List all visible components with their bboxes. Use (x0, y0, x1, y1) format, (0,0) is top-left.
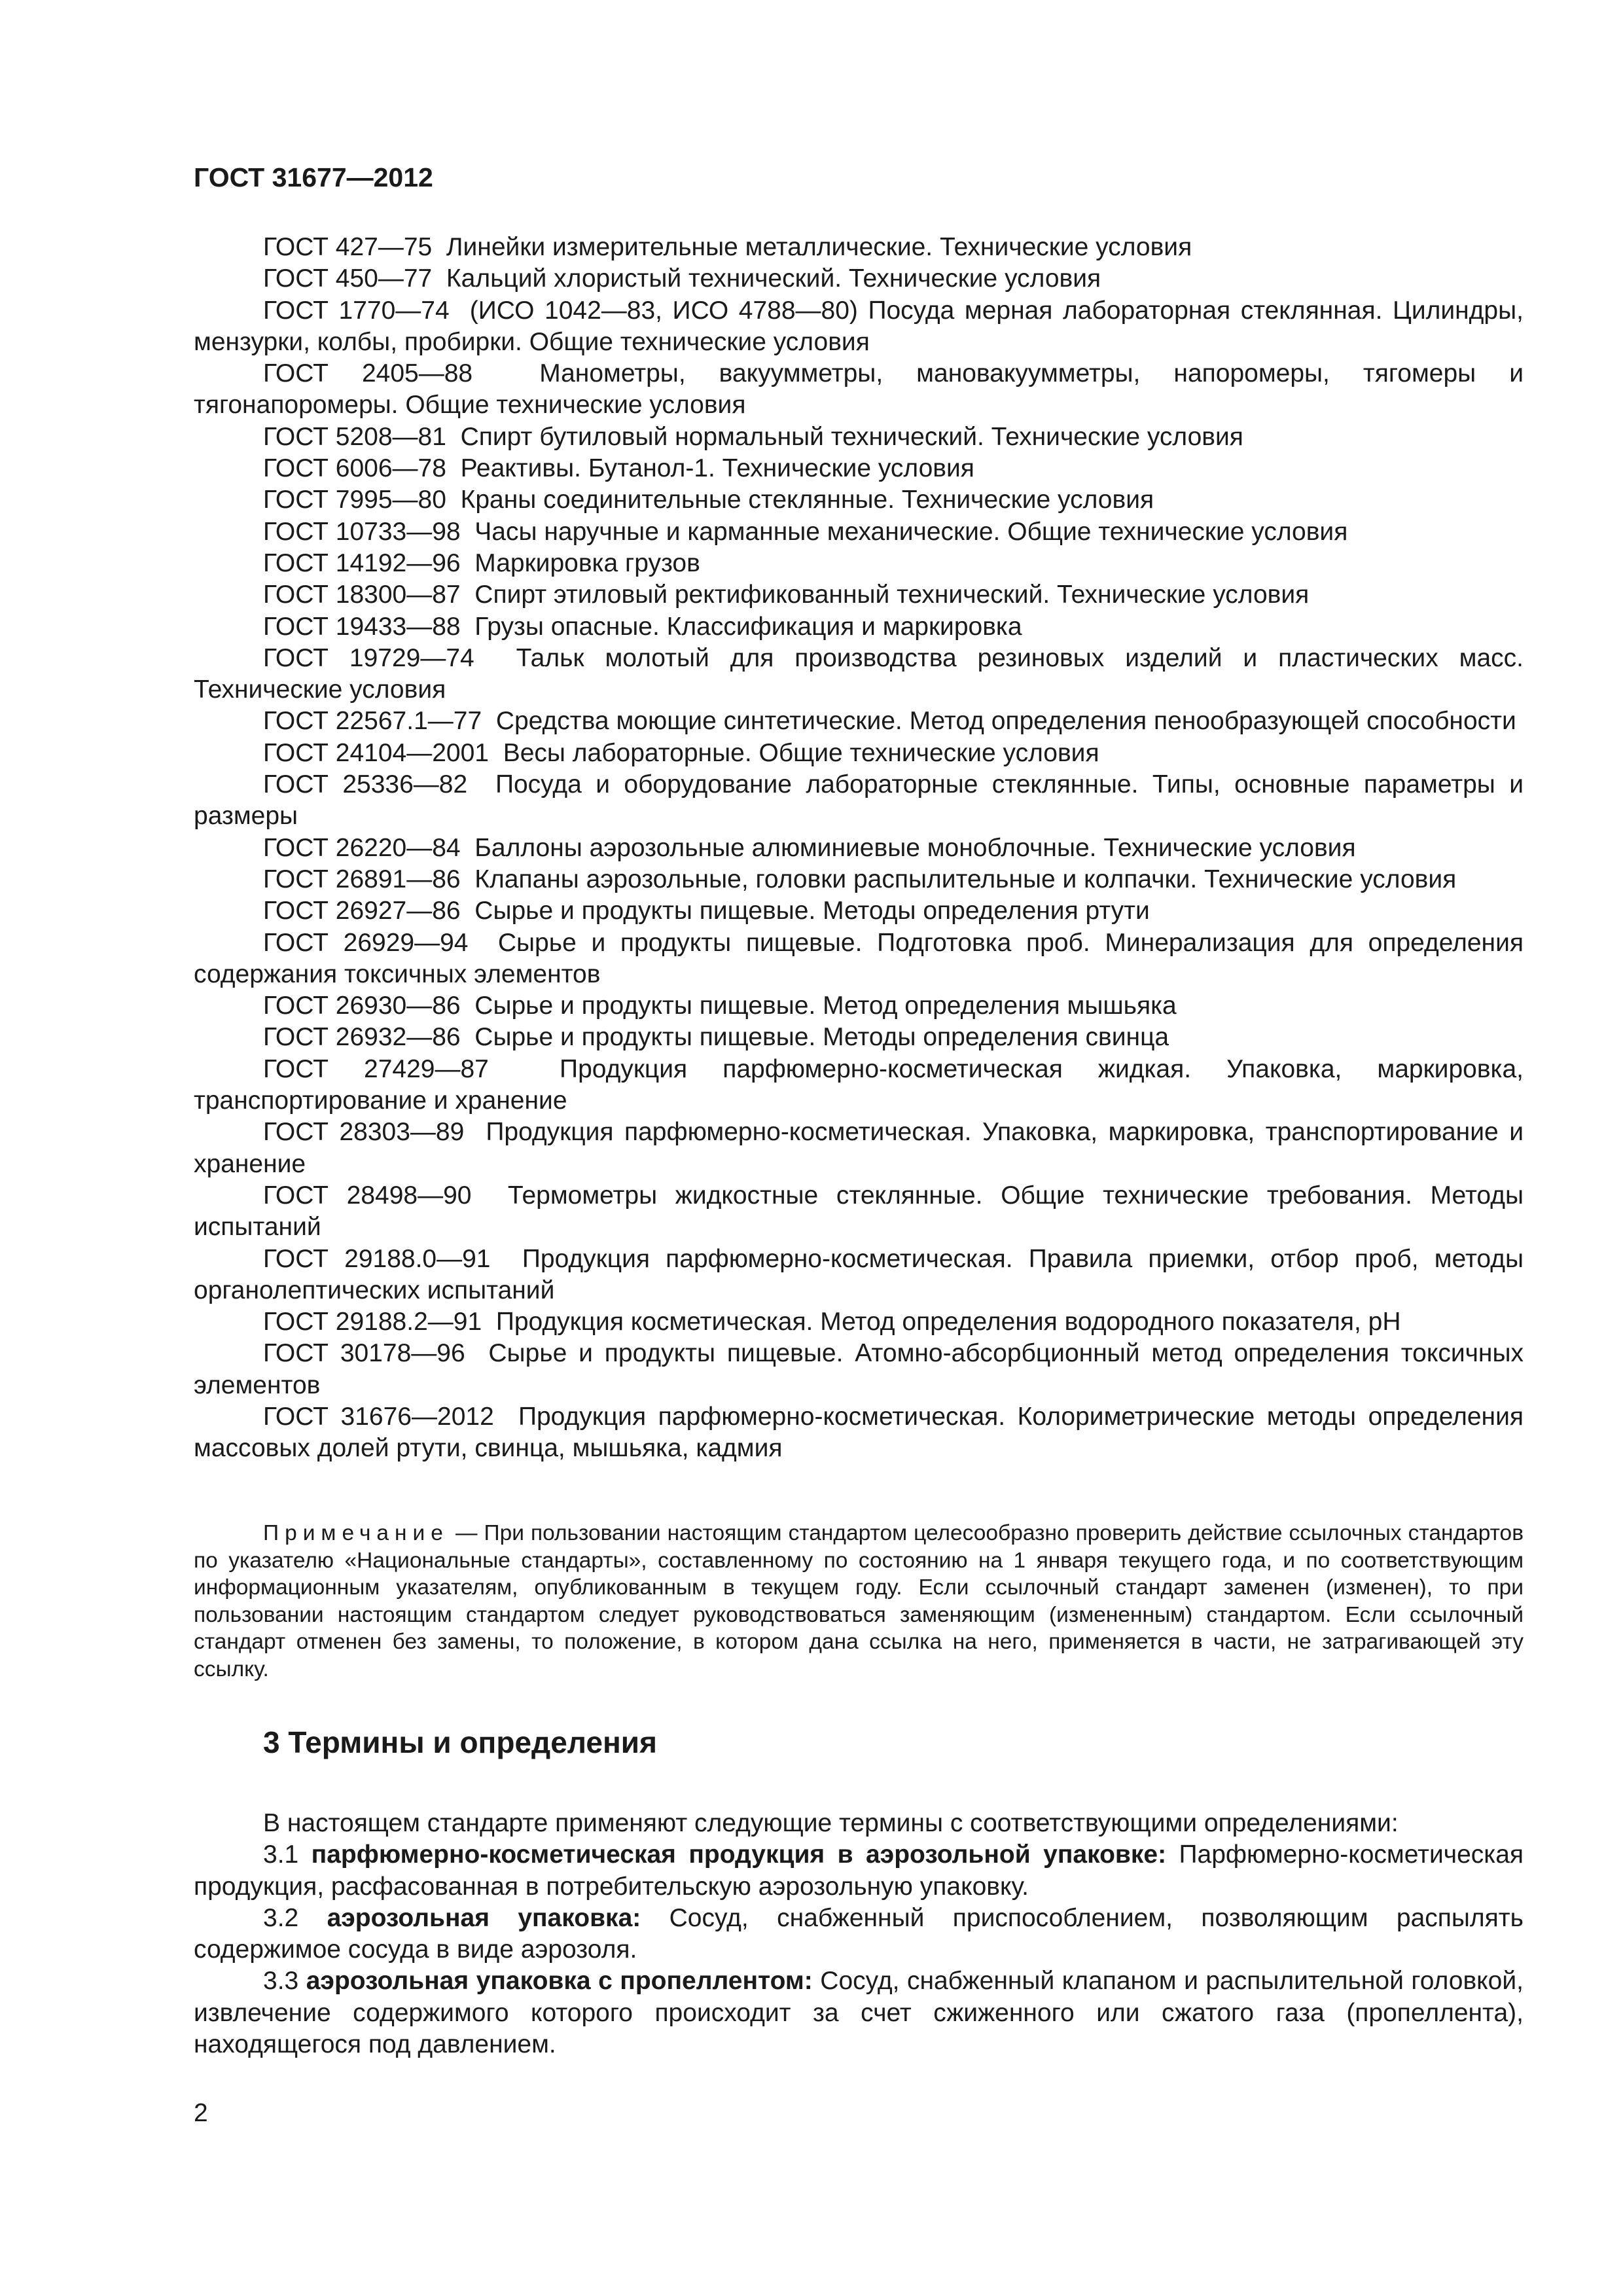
reference-title: Термометры жидкостные стеклянные. Общие технические требования. Методы испытаний (194, 1181, 1524, 1242)
reference-item (194, 927, 1524, 991)
reference-code: ГОСТ 427—75 (263, 233, 433, 261)
reference-code: ГОСТ 2405—88 (263, 359, 473, 388)
reference-item (194, 611, 1524, 643)
reference-code: ГОСТ 26891—86 (263, 865, 461, 893)
reference-code: ГОСТ 26929—94 (263, 928, 469, 957)
definition-number: 3.3 (263, 1967, 299, 1996)
definition-text: Сосуд, снабженный приспособлением, позволяющим распылять содержимое сосуда в виде аэрозоля. (194, 1903, 1524, 1964)
definitions-block (194, 1808, 1524, 2060)
reference-item (194, 263, 1524, 295)
reference-code: ГОСТ 7995—80 (263, 486, 446, 514)
definition-number: 3.1 (263, 1840, 299, 1869)
reference-title: Манометры, вакуумметры, мановакуумметры, напоромеры, тягомеры и тягонапоромеры. Общие технические условия (194, 359, 1524, 420)
definition-term: парфюмерно-косметическая продукция в аэрозольной упаковке: (311, 1840, 1167, 1869)
definition-term: аэрозольная упаковка: (327, 1903, 641, 1932)
document-code: ГОСТ 31677—2012 (194, 162, 433, 192)
reference-code: ГОСТ 28303—89 (263, 1118, 465, 1147)
reference-title: Посуда и оборудование лабораторные стеклянные. Типы, основные параметры и размеры (194, 770, 1524, 831)
reference-item (194, 1401, 1524, 1465)
reference-title: Продукция парфюмерно-косметическая. Правила приемки, отбор проб, методы органолептических испытаний (194, 1244, 1524, 1304)
note-paragraph (194, 1520, 1524, 1683)
reference-code: ГОСТ 26927—86 (263, 897, 461, 925)
reference-item (194, 1338, 1524, 1401)
reference-item (194, 1180, 1524, 1244)
reference-code: ГОСТ 24104—2001 (263, 738, 490, 767)
reference-code: ГОСТ 31676—2012 (263, 1402, 494, 1431)
reference-code: ГОСТ 450—77 (263, 264, 433, 293)
section-title: 3 Термины и определения (263, 1725, 657, 1759)
reference-item (194, 1244, 1524, 1307)
reference-item (194, 358, 1524, 422)
reference-code: ГОСТ 29188.0—91 (263, 1244, 491, 1273)
reference-item (194, 422, 1524, 453)
reference-title: Спирт бутиловый нормальный технический. Технические условия (460, 422, 1243, 451)
definition-item (194, 1965, 1524, 2060)
reference-title: Линейки измерительные металлические. Технические условия (446, 233, 1192, 261)
reference-title: Сырье и продукты пищевые. Методы определения свинца (474, 1023, 1169, 1052)
reference-title: Средства моющие синтетические. Метод определения пенообразующей способности (495, 707, 1516, 736)
reference-title: Весы лабораторные. Общие технические условия (503, 738, 1099, 767)
reference-title: Сырье и продукты пищевые. Метод определения мышьяка (474, 992, 1177, 1020)
reference-title: Грузы опасные. Классификация и маркировка (474, 612, 1022, 641)
reference-item (194, 232, 1524, 263)
reference-item (194, 579, 1524, 611)
definition-text: Сосуд, снабженный клапаном и распылительной головкой, извлечение содержимого которого происходит за счет сжиженного или сжатого газа (пропеллента), находящегося под давлением. (194, 1967, 1524, 2059)
page-number: 2 (194, 2099, 208, 2127)
note-block (194, 1520, 1524, 1683)
reference-title: Сырье и продукты пищевые. Подготовка проб. Минерализация для определения содержания токсичных элементов (194, 928, 1524, 988)
reference-title: Кальций хлористый технический. Технические условия (446, 264, 1101, 293)
reference-item (194, 769, 1524, 833)
reference-title: (ИСО 1042—83, ИСО 4788—80) Посуда мерная лабораторная стеклянная. Цилиндры, мензурки, колбы, пробирки. Общие технические условия (194, 296, 1524, 356)
reference-code: ГОСТ 29188.2—91 (263, 1308, 482, 1336)
definition-text: Парфюмерно-косметическая продукция, расфасованная в потребительскую аэрозольную упаковку. (194, 1840, 1524, 1901)
definition-number: 3.2 (263, 1903, 299, 1932)
reference-item (194, 453, 1524, 484)
reference-item (194, 484, 1524, 516)
definition-item (194, 1903, 1524, 1966)
reference-title: Продукция парфюмерно-косметическая жидкая. Упаковка, маркировка, транспортирование и хранение (194, 1054, 1524, 1115)
definition-term: аэрозольная упаковка с пропеллентом: (306, 1967, 813, 1996)
reference-item (194, 1054, 1524, 1117)
reference-item (194, 738, 1524, 769)
normative-references-list (194, 232, 1524, 1465)
reference-code: ГОСТ 26932—86 (263, 1023, 461, 1052)
reference-code: ГОСТ 22567.1—77 (263, 707, 482, 736)
reference-code: ГОСТ 30178—96 (263, 1339, 465, 1368)
reference-title: Сырье и продукты пищевые. Атомно-абсорбционный метод определения токсичных элементов (194, 1339, 1524, 1399)
reference-title: Маркировка грузов (474, 548, 700, 577)
reference-title: Спирт этиловый ректификованный технический. Технические условия (474, 581, 1310, 609)
reference-item (194, 895, 1524, 927)
reference-code: ГОСТ 25336—82 (263, 770, 468, 799)
reference-code: ГОСТ 6006—78 (263, 454, 446, 483)
reference-item (194, 548, 1524, 579)
note-text: — При пользовании настоящим стандартом целесообразно проверить действие ссылочных стандартов по указателю «Национальные стандарты», составленному по состоянию на 1 января текущего года, и по соответствующим информационным указателям, опубликованным в текущем году. Если ссылочный стандарт заменен (изменен), то при пользовании настоящим стандартом следует руководствоваться заменяющим (измененным) стандартом. Если ссылочный стандарт отменен без замены, то положение, в котором дана ссылка на него, применяется в части, не затрагивающей эту ссылку. (194, 1521, 1524, 1681)
reference-code: ГОСТ 10733—98 (263, 517, 461, 546)
reference-title: Краны соединительные стеклянные. Технические условия (460, 486, 1154, 514)
reference-code: ГОСТ 19729—74 (263, 643, 474, 672)
definitions-intro: В настоящем стандарте применяют следующие термины с соответствующими определениями: (263, 1809, 1399, 1837)
reference-item (194, 1022, 1524, 1053)
reference-title: Клапаны аэрозольные, головки распылительные и колпачки. Технические условия (474, 865, 1457, 893)
reference-item (194, 706, 1524, 737)
reference-item (194, 1117, 1524, 1180)
reference-code: ГОСТ 26930—86 (263, 992, 461, 1020)
reference-title: Продукция парфюмерно-косметическая. Колориметрические методы определения массовых долей ртути, свинца, мышьяка, кадмия (194, 1402, 1524, 1463)
reference-item (194, 990, 1524, 1022)
reference-code: ГОСТ 28498—90 (263, 1181, 472, 1210)
reference-code: ГОСТ 19433—88 (263, 612, 461, 641)
reference-item (194, 833, 1524, 864)
reference-code: ГОСТ 18300—87 (263, 581, 461, 609)
reference-code: ГОСТ 26220—84 (263, 833, 461, 862)
reference-code: ГОСТ 27429—87 (263, 1054, 489, 1083)
reference-title: Продукция косметическая. Метод определения водородного показателя, pH (495, 1308, 1401, 1336)
reference-title: Баллоны аэрозольные алюминиевые моноблочные. Технические условия (474, 833, 1356, 862)
reference-title: Реактивы. Бутанол-1. Технические условия (460, 454, 974, 483)
reference-item (194, 295, 1524, 359)
reference-title: Продукция парфюмерно-косметическая. Упаковка, маркировка, транспортирование и хранение (194, 1118, 1524, 1178)
reference-title: Часы наручные и карманные механические. Общие технические условия (474, 517, 1348, 546)
reference-code: ГОСТ 14192—96 (263, 548, 461, 577)
reference-code: ГОСТ 5208—81 (263, 422, 446, 451)
reference-item (194, 864, 1524, 895)
reference-code: ГОСТ 1770—74 (263, 296, 450, 325)
reference-item (194, 1306, 1524, 1338)
reference-item (194, 516, 1524, 548)
definition-item (194, 1839, 1524, 1903)
reference-title: Сырье и продукты пищевые. Методы определения ртути (474, 897, 1150, 925)
reference-title: Тальк молотый для производства резиновых изделий и пластических масс. Технические условия (194, 643, 1524, 704)
note-label: Примечание (263, 1521, 449, 1545)
reference-item (194, 643, 1524, 706)
